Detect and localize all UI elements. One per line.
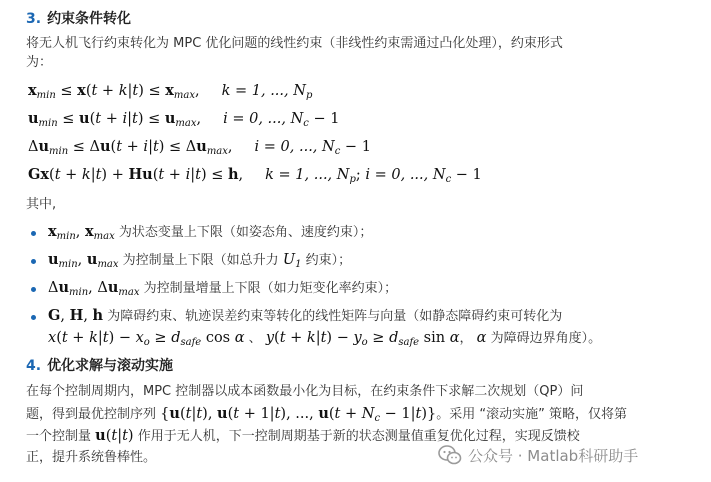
bullet1-text: 为状态变量上下限（如姿态角、速度约束）； xyxy=(118,225,373,240)
section-4-line4: 正，提升系统鲁棒性。 xyxy=(26,450,157,465)
section-4-heading xyxy=(26,355,173,375)
wechat-icon xyxy=(438,444,462,466)
bullet4-alpha-text: 为障碍边界角度）。 xyxy=(490,331,602,346)
bullet-control-limits: $u_{min}$, $u_{max}$ 为控制量上下限（如总升力 $U_1$ 约束）； xyxy=(48,251,352,270)
eq3-range: i = 0, ..., N xyxy=(254,139,335,155)
bullet2-text: 为控制量上下限（如总升力 xyxy=(122,253,279,268)
equation-state-bounds: $x_{min} \le x(t + k|t) \le x_{max}$, k = 1, ..., $N_p$ xyxy=(28,82,313,101)
bullet4-text: 为障碍约束、轨迹误差约束等转化的线性矩阵与向量（如静态障碍约束可转化为 xyxy=(107,309,563,324)
section-4-line3: 一个控制量 u(t|t) 作用于无人机，下一控制周期基于新的状态测量值重复优化过程，实现反馈校 xyxy=(26,427,580,444)
eq4-range: k = 1, ..., N xyxy=(265,167,350,183)
bullet-dot xyxy=(31,287,36,292)
section-4-line2: 题，得到最优控制序列 {u(t|t), u(t + 1|t), ..., $u(t + N_c - 1|t)$}。采用 “滚动实施” 策略，仅将第 xyxy=(26,405,627,424)
section-4-line3-pre: 一个控制量 xyxy=(26,429,92,444)
section-3-heading xyxy=(26,8,131,28)
bullet-dot xyxy=(31,315,36,320)
bullet-matrix-constraints-line2: $x(t + k|t) - x_o \ge d_{safe}$ cos α 、 $y(t + k|t) - y_o \ge d_{safe}$ sin α， α 为障碍边界角度）。 xyxy=(48,330,602,348)
bullet-dot xyxy=(31,259,36,264)
section-4-title: 优化求解与滚动实施 xyxy=(47,358,174,374)
section-4-line2-pre: 题，得到最优控制序列 xyxy=(26,407,157,422)
section-3-intro-line1: 将无人机飞行约束转化为 MPC 优化问题的线性约束（非线性约束需通过凸化处理），约束形式 xyxy=(26,36,563,51)
section-3-number: 3. xyxy=(26,11,42,27)
eq1-range: k = 1, ..., N xyxy=(221,83,306,99)
where-label: 其中, xyxy=(26,197,57,212)
section-4-number: 4. xyxy=(26,358,42,374)
bullet3-text: 为控制量增量上下限（如力矩变化率约束）； xyxy=(143,281,398,296)
eq4-range2: i = 0, ..., N xyxy=(365,167,446,183)
section-4-line3-post: 作用于无人机，下一控制周期基于新的状态测量值重复优化过程，实现反馈校 xyxy=(137,429,580,444)
bullet-matrix-constraints: G, H, h 为障碍约束、轨迹误差约束等转化的线性矩阵与向量（如静态障碍约束可转化为 xyxy=(48,307,563,324)
watermark xyxy=(438,444,638,466)
section-3-title: 约束条件转化 xyxy=(47,11,132,27)
bullet2-tail: 约束）； xyxy=(305,253,352,268)
bullet4-separator: 、 xyxy=(248,331,262,346)
bullet-state-limits: $x_{min}$, $x_{max}$ 为状态变量上下限（如姿态角、速度约束）； xyxy=(48,223,373,242)
bullet-dot xyxy=(31,231,36,236)
equation-linear-constraint: Gx(t + k|t) + Hu(t + i|t) ≤ h, k = 1, ..., $N_p$; i = 0, ..., $N_c - 1$ xyxy=(28,166,482,185)
equation-control-bounds: $u_{min} \le u(t + i|t) \le u_{max}$, i = 0, ..., $N_c - 1$ xyxy=(28,110,340,129)
section-3-intro-line2: 为： xyxy=(26,55,53,70)
equation-increment-bounds: $\Delta u_{min} \le \Delta u(t + i|t) \le \Delta u_{max}$, i = 0, ..., $N_c - 1$ xyxy=(28,138,371,157)
watermark-text: 公众号 · Matlab科研助手 xyxy=(468,446,639,465)
section-4-line1: 在每个控制周期内，MPC 控制器以成本函数最小化为目标，在约束条件下求解二次规划（QP）问 xyxy=(26,384,584,399)
section-4-line2-post: 。采用 “滚动实施” 策略，仅将第 xyxy=(436,407,627,422)
bullet-increment-limits: $\Delta u_{min}$, $\Delta u_{max}$ 为控制量增量上下限（如力矩变化率约束）； xyxy=(48,279,398,298)
eq2-range: i = 0, ..., N xyxy=(223,111,304,127)
